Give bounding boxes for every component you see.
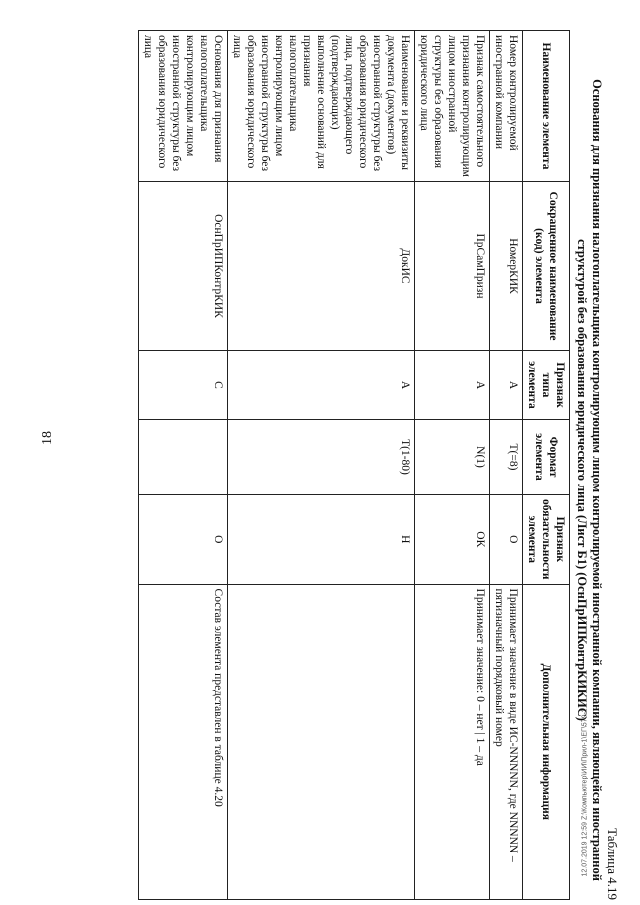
cell-short: ОснПрИПКонтрКИК (139, 182, 228, 351)
cell-info: Состав элемента представлен в таблице 4.20 (139, 584, 228, 899)
table-row (415, 31, 490, 900)
cell-format: T(=8) (490, 420, 523, 495)
cell-format (139, 420, 228, 495)
table-number: Таблица 4.19 (605, 828, 620, 900)
cell-name: Наименование и реквизиты документа (документов) иностранной структуры без образования юридического лица, подтверждающего (подтверждающих) выполнение оснований для признания налогоплательщика контролирующим лицом иностранной структуры без образования юридического лица (228, 31, 415, 182)
cell-info: Принимает значение в виде ИС-NNNNN, где NNNNN – пятизначный порядковый номер (490, 584, 523, 899)
file-stamp-text: 12.07.2019 12:59 Z:\Компьютер\ИИ\Прил-1\ЕГ\579-2 (581, 708, 589, 877)
header-type: Признак типа элемента (523, 351, 570, 420)
cell-required: Н (228, 495, 415, 585)
cell-type: А (228, 351, 415, 420)
cell-format: N(1) (415, 420, 490, 495)
cell-name: Признак самостоятельного признания контролирующим лицом иностранной структуры без образования юридического лица (415, 31, 490, 182)
cell-format: T(1-80) (228, 420, 415, 495)
cell-type: А (415, 351, 490, 420)
cell-name: Основания для признания налогоплательщика контролирующим лицом иностранной структуры без образования юридического лица (139, 31, 228, 182)
header-format: Формат элемента (523, 420, 570, 495)
cell-type: С (139, 351, 228, 420)
page-number: 18 (40, 431, 55, 445)
cell-name: Номер контролируемой иностранной компании (490, 31, 523, 182)
table-title: Основания для признания налогоплательщика контролирующим лицом контролируемой иностранной компании, являющейся иностранной структурой без образования юридического лица (Лист Б1) (ОснПрИПКонтрКИКИС) (575, 79, 604, 881)
table-row (228, 31, 415, 900)
cell-required: О (139, 495, 228, 585)
header-required: Признак обязательности элемента (523, 495, 570, 585)
rotated-page-content (80, 30, 620, 900)
table-row (139, 31, 228, 900)
cell-info: Принимает значение: 0 – нет | 1 – да (415, 584, 490, 899)
cell-info (228, 584, 415, 899)
table-row (490, 31, 523, 900)
header-info: Дополнительная информация (523, 584, 570, 899)
elements-table (138, 30, 570, 900)
table-header-row (523, 31, 570, 900)
cell-required: О (490, 495, 523, 585)
cell-short: ДокИС (228, 182, 415, 351)
cell-required: ОК (415, 495, 490, 585)
cell-type: А (490, 351, 523, 420)
cell-short: НомерКИК (490, 182, 523, 351)
header-short: Сокращенное наименование (код) элемента (523, 182, 570, 351)
header-name: Наименование элемента (523, 31, 570, 182)
cell-short: ПрСамПризн (415, 182, 490, 351)
